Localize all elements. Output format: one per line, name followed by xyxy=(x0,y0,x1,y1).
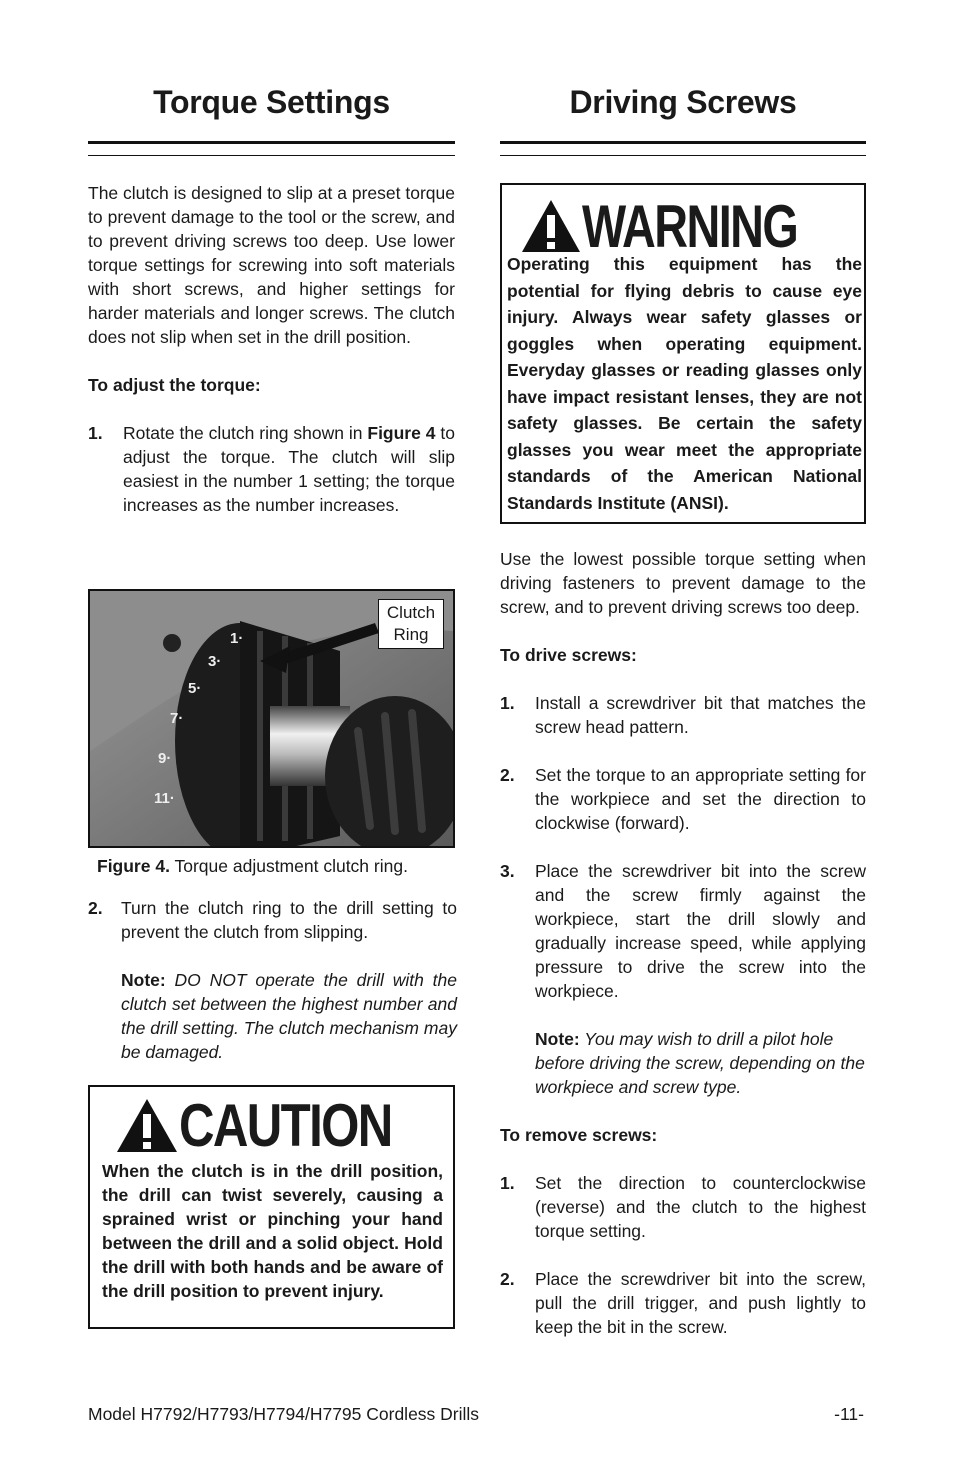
drive-step-1 xyxy=(500,691,866,739)
drive-step-2 xyxy=(500,763,866,835)
note-text: DO NOT operate the drill with the clutch set between the highest number and the drill setting. The clutch mechanism may be damaged. xyxy=(121,970,457,1062)
caution-word: CAUTION xyxy=(178,1091,392,1159)
torque-body xyxy=(88,181,455,517)
exclamation-triangle-icon xyxy=(115,1096,179,1154)
note-label: Note: xyxy=(535,1029,580,1049)
note-text: You may wish to drill a pilot hole before driving the screw, depending on the workpiece and screw type. xyxy=(535,1029,865,1097)
clutch-ring-label: Clutch Ring xyxy=(378,599,444,649)
caution-box xyxy=(88,1085,455,1329)
title-rule-thin xyxy=(500,155,866,156)
drive-heading: To drive screws: xyxy=(500,645,637,665)
title-rule-thick xyxy=(88,141,455,144)
figure-caption-text: Torque adjustment clutch ring. xyxy=(169,856,408,876)
remove-step-2 xyxy=(500,1267,866,1339)
adjust-step-1 xyxy=(88,421,455,517)
driving-intro: Use the lowest possible torque setting when driving fasteners to prevent damage to the screw, and to prevent driving screws too deep. xyxy=(500,549,866,617)
step1-text-pre: Rotate the clutch ring shown in xyxy=(123,423,368,443)
figure-caption-number: Figure 4. xyxy=(97,856,170,876)
footer-model: Model H7792/H7793/H7794/H7795 Cordless Drills xyxy=(88,1404,480,1424)
svg-text:1·: 1· xyxy=(230,630,244,647)
step2-text: Turn the clutch ring to the drill setting to prevent the clutch from slipping. xyxy=(121,898,457,942)
svg-text:3·: 3· xyxy=(208,653,222,670)
step-number: 3. xyxy=(500,861,515,881)
driving-screws-title: Driving Screws xyxy=(569,84,797,120)
title-rule-thick xyxy=(500,141,866,144)
step-number: 2. xyxy=(500,765,515,785)
step-text: Place the screwdriver bit into the screw, pull the drill trigger, and push lightly to keep the bit in the screw. xyxy=(535,1269,866,1337)
step-number: 2. xyxy=(500,1269,515,1289)
step-number: 1. xyxy=(500,1173,515,1193)
svg-text:9·: 9· xyxy=(158,750,172,767)
warning-text: Operating this equipment has the potential for flying debris to cause eye injury. Always wear safety glasses or goggles when operating equipment. Everyday glasses or reading glasses only have impact resistant lenses, they are not safety glasses. Be certain the safety glasses you wear meet the appropriate standards of the American National Standards Institute (ANSI). xyxy=(507,254,862,513)
torque-settings-title: Torque Settings xyxy=(153,84,390,120)
footer-page-number: -11- xyxy=(834,1404,864,1424)
adjust-heading: To adjust the torque: xyxy=(88,375,261,395)
warning-sign xyxy=(502,192,864,260)
svg-text:7·: 7· xyxy=(170,710,184,727)
note-label: Note: xyxy=(121,970,166,990)
figure-caption xyxy=(97,856,408,877)
step-text: Set the direction to counterclockwise (reverse) and the clutch to the highest torque setting. xyxy=(535,1173,866,1241)
step-number: 1. xyxy=(88,423,103,443)
step-text: Install a screwdriver bit that matches the screw head pattern. xyxy=(535,693,866,737)
torque-intro: The clutch is designed to slip at a preset torque to prevent damage to the tool or the screw, and to prevent driving screws too deep. Use lower torque settings for screwing into soft materials with short screws, and higher settings for harder materials and longer screws. The clutch does not slip when set in the drill position. xyxy=(88,183,455,347)
drive-step-3 xyxy=(500,859,866,1003)
remove-step-1 xyxy=(500,1171,866,1243)
caution-sign xyxy=(90,1093,453,1157)
driving-body xyxy=(500,547,866,1339)
exclamation-triangle-icon xyxy=(520,198,582,254)
driving-note xyxy=(500,1027,866,1099)
step-text: Set the torque to an appropriate setting for the workpiece and set the direction to clockwise (forward). xyxy=(535,765,866,833)
warning-box xyxy=(500,183,866,524)
svg-text:5·: 5· xyxy=(188,680,202,697)
warning-word: WARNING xyxy=(581,192,797,260)
step1-text-post: to adjust the torque. The clutch will slip easiest in the number 1 setting; the torque increases as the number increases. xyxy=(123,423,455,515)
torque-note xyxy=(88,968,457,1064)
caution-text: When the clutch is in the drill position, the drill can twist severely, causing a sprained wrist or pinching your hand between the drill and a solid object. Hold the drill with both hands and be aware of the drill position to prevent injury. xyxy=(102,1161,443,1301)
step-text: Place the screwdriver bit into the screw and the screw firmly against the workpiece, start the drill slowly and gradually increase speed, while applying pressure to drive the screw into the workpiece. xyxy=(535,861,866,1001)
step-number: 2. xyxy=(88,898,103,918)
adjust-step-2 xyxy=(88,896,457,944)
figure-reference: Figure 4 xyxy=(367,423,436,443)
remove-heading: To remove screws: xyxy=(500,1125,658,1145)
title-rule-thin xyxy=(88,155,455,156)
step2-block xyxy=(88,896,457,1064)
svg-text:11·: 11· xyxy=(154,790,175,807)
step-number: 1. xyxy=(500,693,515,713)
